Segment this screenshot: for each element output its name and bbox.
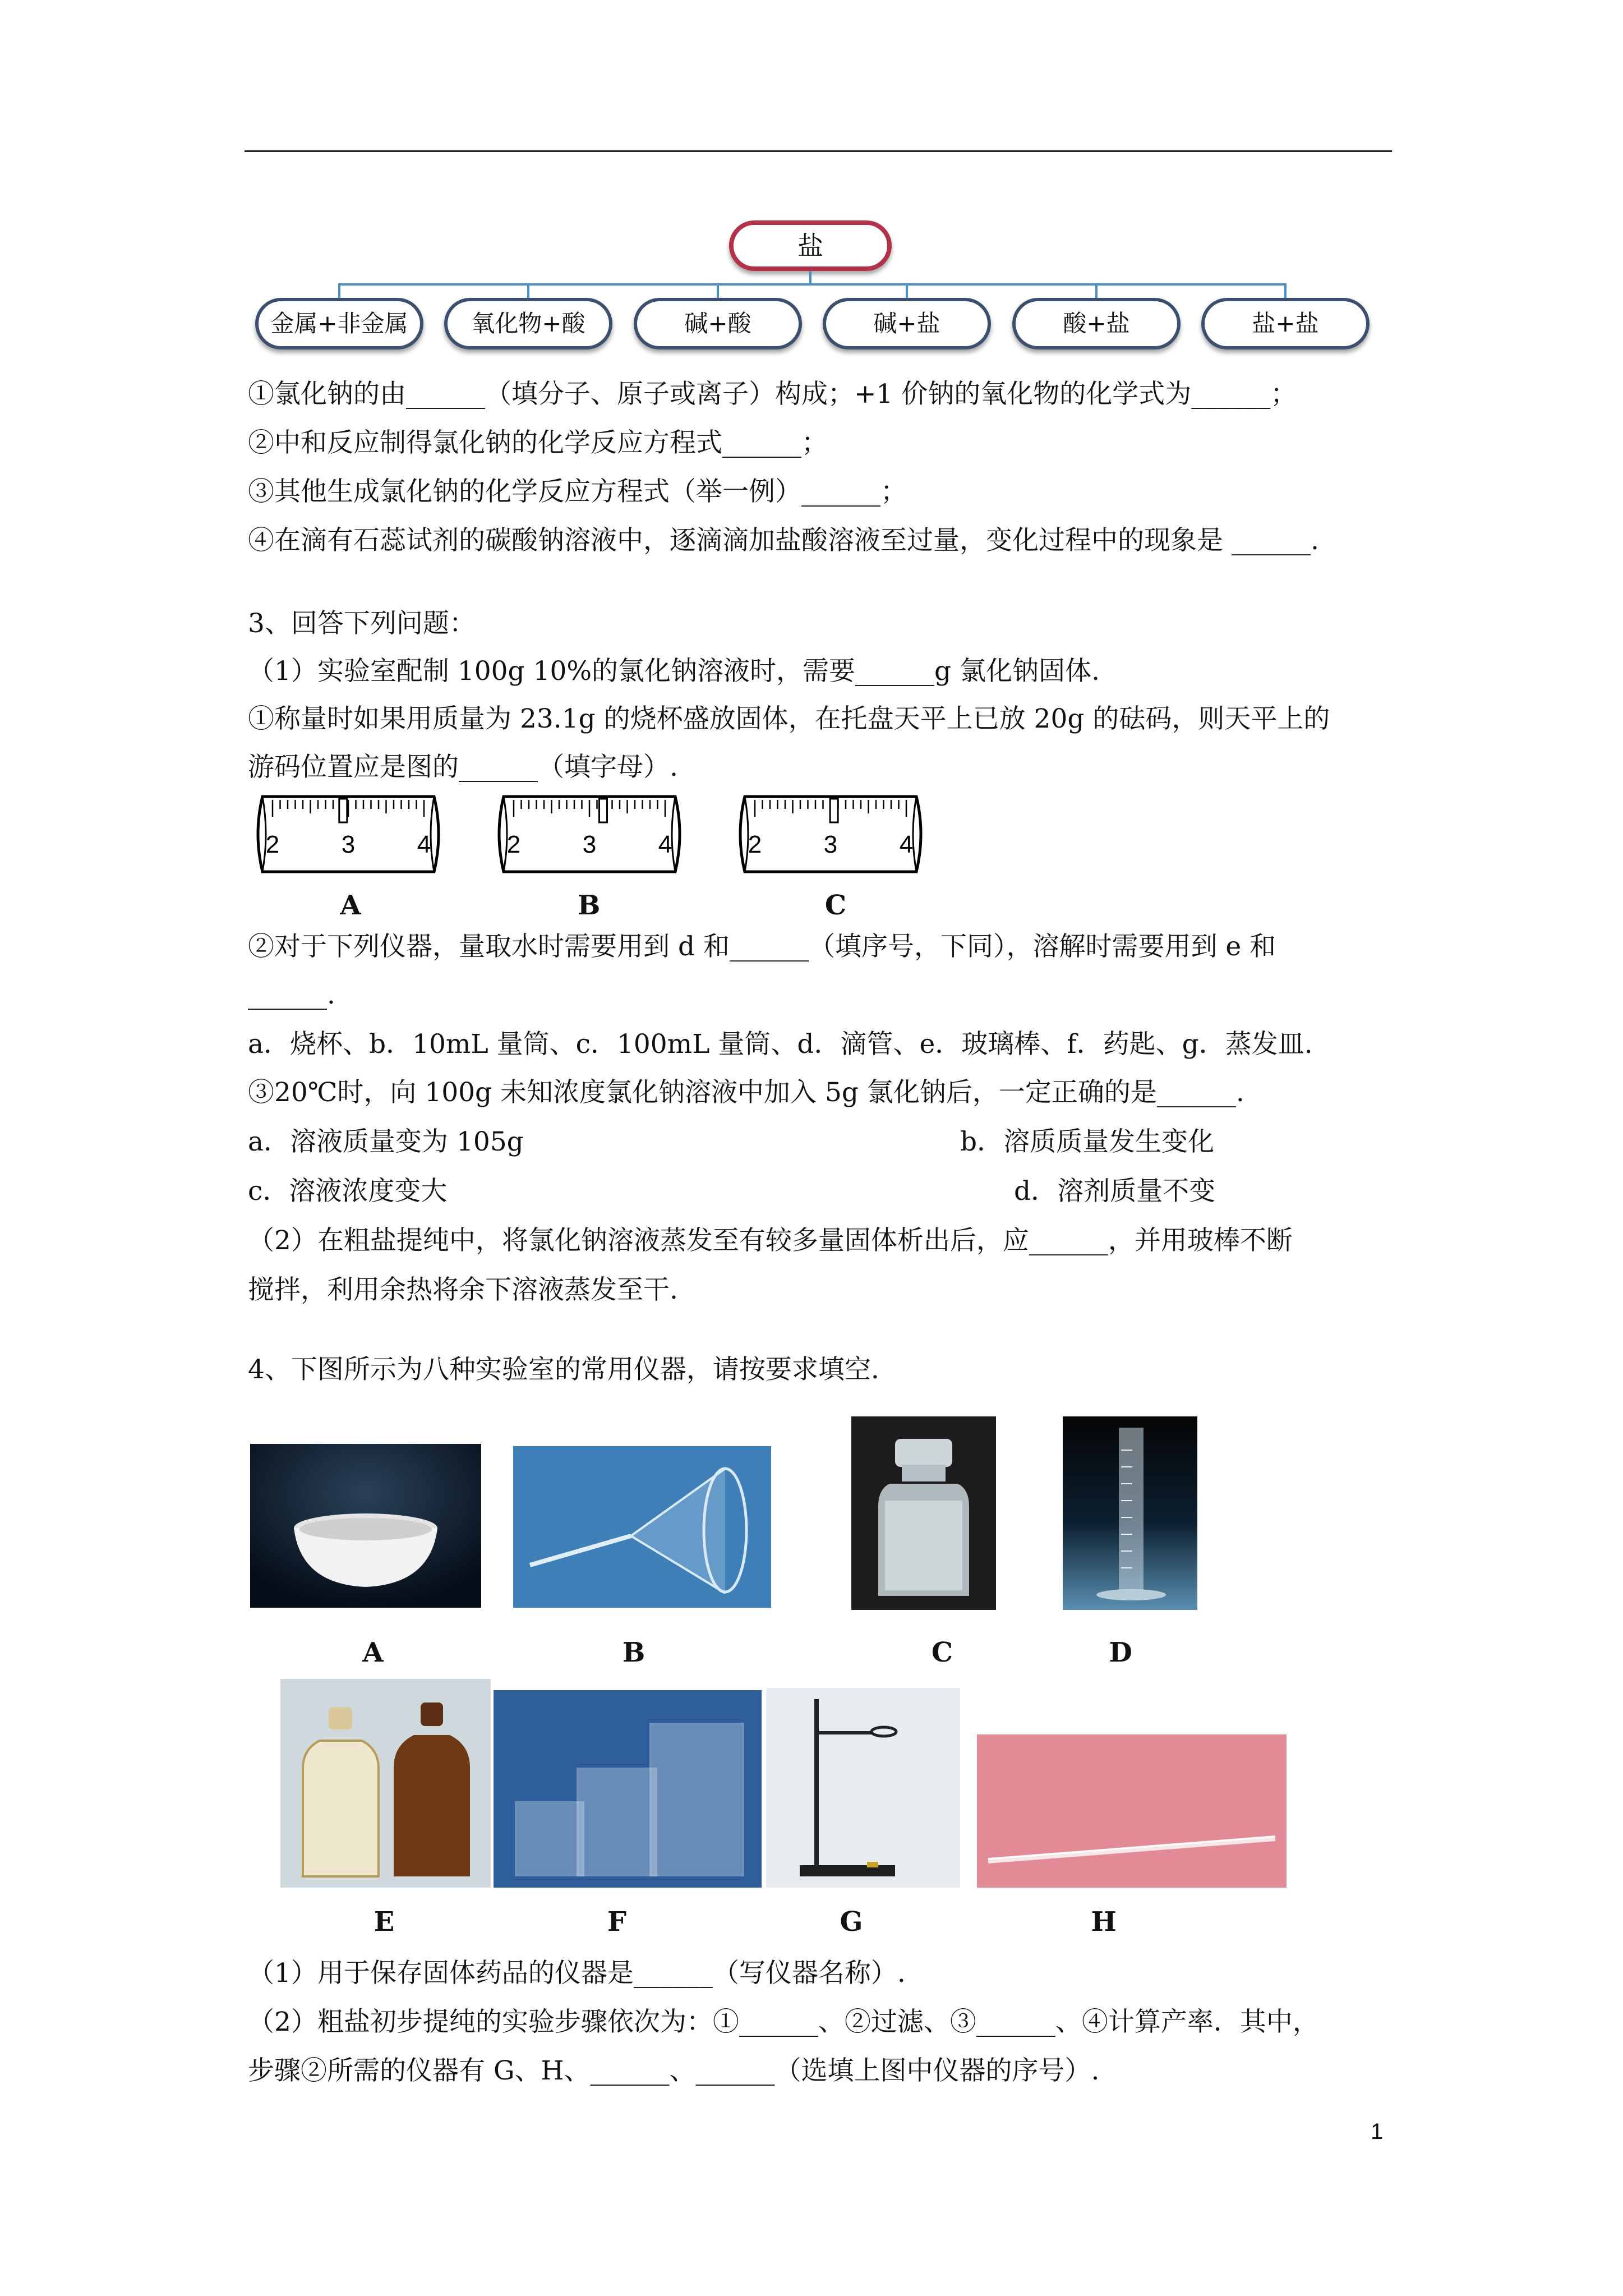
- option-d: d．溶剂质量不变: [1014, 1176, 1216, 1207]
- diagram-node: 盐+盐: [1201, 298, 1370, 349]
- q2-item-1: ①氯化钠的由______（填分子、原子或离子）构成；+1 价钠的氧化物的化学式为______；: [248, 379, 1297, 409]
- photo-label-f: F: [607, 1906, 627, 1938]
- q3-part1-item1: ①称量时如果用质量为 23.1g 的烧杯盛放固体，在托盘天平上已放 20g 的砝码，则天平上的: [248, 703, 1330, 734]
- q3-part2: （2）在粗盐提纯中，将氯化钠溶液蒸发至有较多量固体析出后，应______，并用玻棒不断: [248, 1225, 1293, 1256]
- ruler-tick-label: 4: [658, 831, 672, 858]
- photo-evaporating-dish: [250, 1444, 481, 1608]
- diagram-connector: [1284, 283, 1287, 299]
- ruler-tick-label: 2: [506, 831, 521, 858]
- diagram-node: 碱+盐: [823, 298, 991, 349]
- q3-title: 3、回答下列问题：: [248, 608, 476, 639]
- ruler-c: [732, 792, 929, 876]
- q4-part2-cont: 步骤②所需的仪器有 G、H、______、______（选填上图中仪器的序号）.: [248, 2055, 1100, 2086]
- header-rule: [245, 150, 1392, 152]
- q4-part2: （2）粗盐初步提纯的实验步骤依次为：①______、②过滤、③______、④计算产率．其中，: [248, 2007, 1319, 2037]
- q2-item-4: ④在滴有石蕊试剂的碳酸钠溶液中，逐滴滴加盐酸溶液至过量，变化过程中的现象是 ______.: [248, 525, 1319, 556]
- ruler-tick-label: 2: [748, 831, 762, 858]
- ruler-rider: [599, 799, 607, 822]
- photo-label-d: D: [1109, 1637, 1132, 1668]
- ruler-rider: [339, 799, 347, 822]
- diagram-connector: [717, 283, 719, 299]
- q4-title: 4、下图所示为八种实验室的常用仪器，请按要求填空.: [248, 1354, 879, 1385]
- diagram-node: 氧化物+酸: [444, 298, 612, 349]
- q3-part1: （1）实验室配制 100g 10%的氯化钠溶液时，需要______g 氯化钠固体.: [248, 656, 1100, 687]
- q3-part1-item2-cont: ______.: [248, 979, 335, 1010]
- photo-wide-mouth-bottle: [851, 1416, 996, 1610]
- ruler-b: [491, 792, 688, 876]
- photo-label-h: H: [1091, 1906, 1117, 1938]
- option-a: a．溶液质量变为 105g: [248, 1126, 524, 1157]
- q3-part1-item2: ②对于下列仪器，量取水时需要用到 d 和______（填序号，下同），溶解时需要用到 e 和: [248, 931, 1276, 962]
- photo-label-g: G: [840, 1906, 863, 1938]
- diagram-node: 碱+酸: [634, 298, 802, 349]
- ruler-tick-label: 3: [823, 831, 838, 858]
- photo-label-c: C: [931, 1637, 953, 1668]
- photo-funnel: [513, 1446, 771, 1608]
- diagram-connector: [1095, 283, 1098, 299]
- photo-label-e: E: [374, 1906, 395, 1938]
- photo-label-b: B: [622, 1637, 645, 1668]
- q3-part1-item3: ③20℃时，向 100g 未知浓度氯化钠溶液中加入 5g 氯化钠后，一定正确的是______.: [248, 1077, 1244, 1108]
- page-number: 1: [1371, 2119, 1384, 2144]
- photo-iron-stand: [766, 1688, 960, 1888]
- ruler-tick-label: 4: [417, 831, 431, 858]
- q3-part2-cont: 搅拌，利用余热将余下溶液蒸发至干.: [248, 1274, 678, 1305]
- diagram-node: 酸+盐: [1012, 298, 1181, 349]
- diagram-connector: [338, 283, 340, 299]
- photo-glass-rod: [977, 1734, 1287, 1888]
- ruler-a: [250, 792, 446, 876]
- diagram-node: 金属+非金属: [255, 298, 423, 349]
- diagram-root: 盐: [729, 220, 892, 271]
- photo-beakers: [494, 1690, 762, 1888]
- ruler-rider: [830, 799, 838, 822]
- q4-part1: （1）用于保存固体药品的仪器是______（写仪器名称）.: [248, 1958, 906, 1989]
- diagram-connector: [906, 283, 908, 299]
- diagram-connector: [809, 271, 811, 284]
- photo-reagent-bottles: [280, 1679, 491, 1888]
- ruler-tick-label: 4: [899, 831, 914, 858]
- q2-item-3: ③其他生成氯化钠的化学反应方程式（举一例）______；: [248, 476, 907, 507]
- photo-graduated-cylinder: [1063, 1416, 1197, 1610]
- diagram-connector: [527, 283, 529, 299]
- option-c: c．溶液浓度变大: [248, 1176, 448, 1207]
- ruler-label-c: C: [824, 890, 847, 921]
- q2-item-2: ②中和反应制得氯化钠的化学反应方程式______；: [248, 427, 828, 458]
- photo-label-a: A: [362, 1637, 384, 1668]
- ruler-label-b: B: [577, 890, 601, 921]
- q3-part1-item1-cont: 游码位置应是图的______（填字母）.: [248, 752, 678, 783]
- ruler-tick-label: 3: [341, 831, 356, 858]
- q3-instruments: a．烧杯、b．10mL 量筒、c．100mL 量筒、d．滴管、e．玻璃棒、f．药匙、g．蒸发皿.: [248, 1029, 1313, 1060]
- ruler-tick-label: 2: [265, 831, 280, 858]
- option-b: b．溶质质量发生变化: [960, 1126, 1215, 1157]
- ruler-tick-label: 3: [582, 831, 597, 858]
- diagram-connector: [338, 283, 1286, 286]
- ruler-label-a: A: [340, 890, 361, 921]
